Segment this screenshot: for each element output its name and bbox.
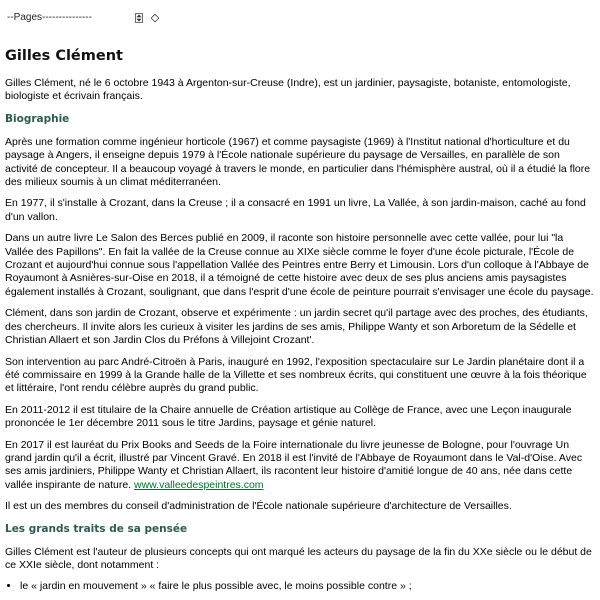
traits-list	[5, 580, 594, 593]
page-title: Gilles Clément	[5, 48, 123, 64]
dropdown-arrow-icon[interactable]	[135, 13, 143, 23]
section-heading-biographie: Biographie	[5, 112, 70, 125]
go-button[interactable]	[150, 12, 160, 24]
pages-select[interactable]	[3, 9, 143, 27]
board-paragraph: Il est un des membres du conseil d'administration de l'École nationale supérieure d'architecture de Versailles.	[5, 500, 512, 513]
diamond-icon: ◇	[150, 11, 160, 25]
intro-paragraph: Gilles Clément, né le 6 octobre 1943 à Argenton-sur-Creuse (Indre), est un jardinier, paysagiste, botaniste, entomologiste, biologiste et écrivain français.	[5, 77, 571, 103]
article-content	[5, 41, 594, 594]
pages-select-value: --Pages---------------	[7, 12, 92, 24]
bio-paragraph: Son intervention au parc André-Citroën à Paris, inauguré en 1992, l'exposition spectaculaire sur Le Jardin planétaire dont il a été commissaire en 1999 à la Grande halle de la Villette et ses nombreux écrits, qui constituent une œuvre à la fois théorique et littéraire, l'ont rendu célèbre auprès du grand public.	[5, 355, 587, 395]
prize-text: En 2017 il est lauréat du Prix Books and Seeds de la Foire internationale du livre jeunesse de Bologne, pour l'ouvrage Un grand jardin qu'il a écrit, illustré par Vincent Gravé. En 2018 il est l'invité de l'Abbaye de Royaumont dans le Val-d'Oise. Avec ses amis jardiniers, Philippe Wanty et Christian Allaert, ils racontent leur histoire d'amitié longue de 40 ans, née dans cette vallée inspirante de nature.	[5, 438, 583, 491]
bio-paragraph: Clément, dans son jardin de Crozant, observe et expérimente : un jardin secret qu'il partage avec des proches, des étudiants, des chercheurs. Il invite alors les curieux à visiter les jardins de ses amis, Philippe Wanty et son Arboretum de la Sédelle et Christian Allaert et son Jardin Clos du Préfons à Villejoint Crozant'.	[5, 307, 588, 347]
prize-paragraph	[5, 439, 594, 493]
bio-paragraph: En 2011-2012 il est titulaire de la Chaire annuelle de Création artistique au Collège de France, avec une Leçon inaugurale prononcée le 1er décembre 2011 sous le titre Jardins, paysage et génie naturel.	[5, 403, 572, 430]
bio-paragraph: Dans un autre livre Le Salon des Berces publié en 2009, il raconte son histoire personnelle avec cette vallée, pour lui "la Vallée des Papillons". En fait la vallée de la Creuse connue au XIXe siècle comme le foyer d'une école picturale, l'École de Crozant et aujourd'hui connue sous l'appellation Vallée des Peintres entre Berry et Limousin. Lors d'un colloque à l'Abbaye de Royaumont à Asnières-sur-Oise en 2018, il a témoigné de cette histoire avec deux de ses plus anciens amis paysagistes également installés à Crozant, soulignant, que dans l'esprit d'une école de peinture pourrait s'envisager une école du paysage.	[5, 232, 594, 298]
traits-intro-paragraph: Gilles Clément est l'auteur de plusieurs concepts qui ont marqué les acteurs du paysage de la fin du XXe siècle ou le début de ce XXIe siècle, dont notamment :	[5, 545, 592, 571]
bio-paragraph: Après une formation comme ingénieur horticole (1967) et comme paysagiste (1969) à l'Institut national d'horticulture et du paysage à Angers, il enseigne depuis 1979 à l'École nationale supérieure du paysage de Versailles, en parallèle de son activité de concepteur. Il a beaucoup voyagé à travers le monde, en particulier dans l'hémisphère austral, où il a étudié la flore des milieux soumis à un climat méditerranéen.	[5, 135, 591, 189]
page-toolbar	[3, 9, 160, 27]
bio-paragraph: En 1977, il s'installe à Crozant, dans la Creuse ; il a consacré en 1991 un livre, La Vallée, à son jardin-maison, caché au fond d'un vallon.	[5, 197, 586, 223]
section-heading-traits: Les grands traits de sa pensée	[5, 522, 188, 535]
up-down-arrows-icon	[136, 14, 142, 22]
vallee-des-peintres-link[interactable]: www.valleedespeintres.com	[134, 478, 264, 491]
list-item: • le « jardin en mouvement » « faire le plus possible avec, le moins possible contre » ;	[20, 580, 594, 593]
